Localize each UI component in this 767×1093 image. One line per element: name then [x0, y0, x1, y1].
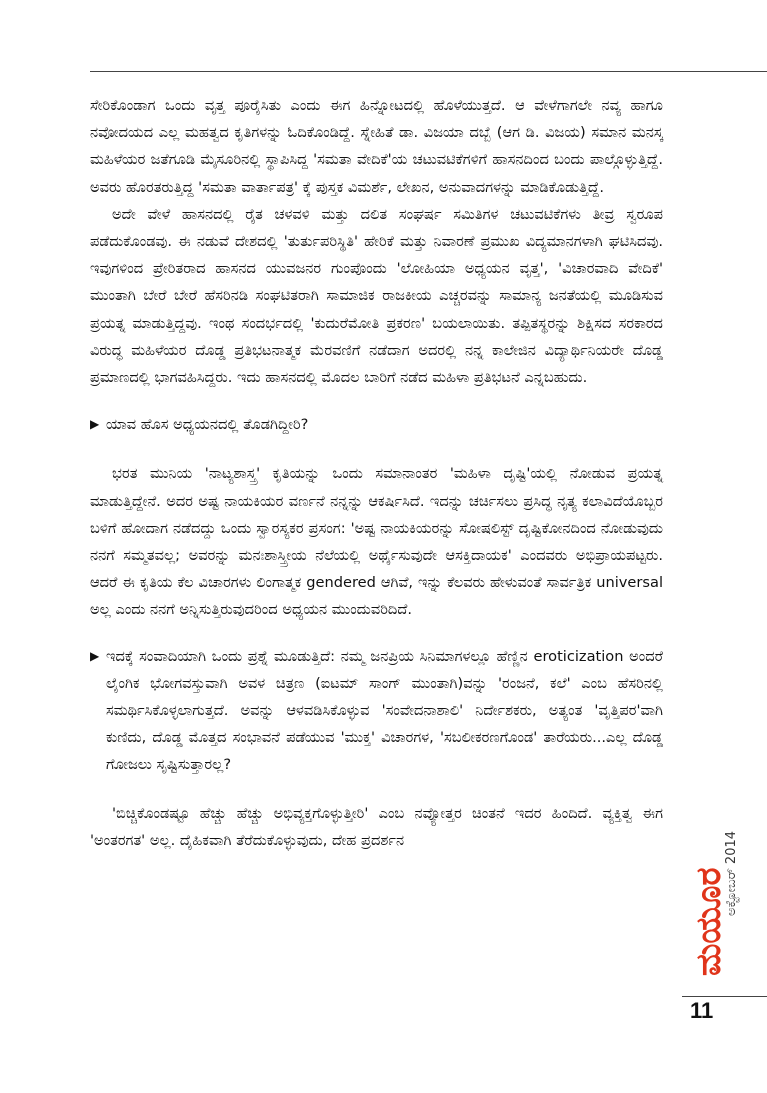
question-two-text: ಇದಕ್ಕೆ ಸಂವಾದಿಯಾಗಿ ಒಂದು ಪ್ರಶ್ನೆ ಮೂಡುತ್ತಿದೆ: ನಮ್ಮ ಜನಪ್ರಿಯ ಸಿನಿಮಾಗಳಲ್ಲೂ ಹೆಣ್ಣಿನ eroticization ಅಂದರೆ ಲೈಂಗಿಕ ಭೋಗವಸ್ತುವಾಗಿ ಅವಳ ಚಿತ್ರಣ (ಐಟಮ್ ಸಾಂಗ್ ಮುಂತಾಗಿ)ವನ್ನು 'ರಂಜನೆ, ಕಲೆ' ಎಂಬ ಹೆಸರಿನಲ್ಲಿ ಸಮರ್ಥಿಸಿಕೊಳ್ಳಲಾಗುತ್ತದೆ. ಅವನ್ನು ಆಳವಡಿಸಿಕೊಳ್ಳುವ 'ಸಂವೇದನಾಶಾಲಿ' ನಿರ್ದೇಶಕರು, ಅತ್ಯಂತ 'ವೃತ್ತಿಪರ'ವಾಗಿ ಕುಣಿದು, ದೊಡ್ಡ ಮೊತ್ತದ ಸಂಭಾವನೆ ಪಡೆಯುವ 'ಮುಕ್ತ' ವಿಚಾರಗಳ, 'ಸಬಲೀಕರಣಗೊಂಡ' ತಾರೆಯರು...ಎಲ್ಲ ದೊಡ್ಡ ಗೋಜಲು ಸೃಷ್ಟಿಸುತ್ತಾರಲ್ಲ? — [106, 647, 663, 774]
page-number: 11 — [690, 998, 714, 1023]
answer-two: 'ಬಿಚ್ಚಿಕೊಂಡಷ್ಟೂ ಹೆಚ್ಚು ಹೆಚ್ಚು ಅಭಿವ್ಯಕ್ತಗೊಳ್ಳುತ್ತೀರಿ' ಎಂಬ ನವ್ಯೋತ್ತರ ಚಿಂತನೆ ಇದರ ಹಿಂದಿದೆ. ವ್ಯಕ್ತಿತ್ವ ಈಗ 'ಅಂತರಗತ' ಅಲ್ಲ. ದೈಹಿಕವಾಗಿ ತೆರೆದುಕೊಳ್ಳುವುದು, ದೇಹ ಪ್ರದರ್ಶನ — [90, 804, 663, 849]
triangle-bullet-icon: ▶ — [90, 417, 100, 432]
magazine-masthead — [682, 780, 742, 980]
issue-date: ಅಕ್ಟೋಬರ್ 2014 — [724, 830, 739, 916]
magazine-logo: ಮಯೂರ — [689, 867, 729, 976]
question-one-text: ಯಾವ ಹೊಸ ಅಧ್ಯಯನದಲ್ಲಿ ತೊಡಗಿದ್ದೀರಿ? — [106, 416, 309, 434]
article-body — [90, 92, 663, 854]
paragraph-intro: ಸೇರಿಕೊಂಡಾಗ ಒಂದು ವೃತ್ತ ಪೂರೈಸಿತು ಎಂದು ಈಗ ಹಿನ್ನೋಟದಲ್ಲಿ ಹೊಳೆಯುತ್ತದೆ. ಆ ವೇಳೆಗಾಗಲೇ ನವ್ಯ ಹಾಗೂ ನವೋದಯದ ಎಲ್ಲ ಮಹತ್ವದ ಕೃತಿಗಳನ್ನು ಓದಿಕೊಂಡಿದ್ದೆ. ಸ್ನೇಹಿತೆ ಡಾ. ವಿಜಯಾ ದಬ್ಬೆ (ಆಗ ಡಿ. ವಿಜಯ) ಸಮಾನ ಮನಸ್ಕ ಮಹಿಳೆಯರ ಜತೆಗೂಡಿ ಮೈಸೂರಿನಲ್ಲಿ ಸ್ಥಾಪಿಸಿದ್ದ 'ಸಮತಾ ವೇದಿಕೆ'ಯ ಚಟುವಟಿಕೆಗಳಿಗೆ ಹಾಸನದಿಂದ ಬಂದು ಪಾಲ್ಗೊಳ್ಳುತ್ತಿದ್ದೆ. ಅವರು ಹೊರತರುತ್ತಿದ್ದ 'ಸಮತಾ ವಾರ್ತಾಪತ್ರ' ಕ್ಕೆ ಪುಸ್ತಕ ವಿಮರ್ಶೆ, ಲೇಖನ, ಅನುವಾದಗಳನ್ನು ಮಾಡಿಕೊಡುತ್ತಿದ್ದೆ. — [90, 97, 663, 196]
footer-rule — [682, 996, 767, 997]
header-rule — [90, 71, 767, 72]
triangle-bullet-icon: ▶ — [90, 648, 100, 663]
question-two — [90, 643, 663, 779]
question-one — [90, 411, 663, 438]
paragraph-hassan: ಅದೇ ವೇಳೆ ಹಾಸನದಲ್ಲಿ ರೈತ ಚಳವಳಿ ಮತ್ತು ದಲಿತ ಸಂಘರ್ಷ ಸಮಿತಿಗಳ ಚಟುವಟಿಕೆಗಳು ತೀವ್ರ ಸ್ವರೂಪ ಪಡೆದುಕೊಂಡವು. ಈ ನಡುವೆ ದೇಶದಲ್ಲಿ 'ತುರ್ತುಪರಿಸ್ಥಿತಿ' ಹೇರಿಕೆ ಮತ್ತು ನಿವಾರಣೆ ಪ್ರಮುಖ ವಿದ್ಯಮಾನಗಳಾಗಿ ಘಟಿಸಿದವು. ಇವುಗಳಿಂದ ಪ್ರೇರಿತರಾದ ಹಾಸನದ ಯುವಜನರ ಗುಂಪೊಂದು 'ಲೋಹಿಯಾ ಅಧ್ಯಯನ ವೃತ್ತ', 'ವಿಚಾರವಾದಿ ವೇದಿಕೆ' ಮುಂತಾಗಿ ಬೇರೆ ಬೇರೆ ಹೆಸರಿನಡಿ ಸಂಘಟಿತರಾಗಿ ಸಾಮಾಜಿಕ ರಾಜಕೀಯ ಎಚ್ಚರವನ್ನು ಸಾಮಾನ್ಯ ಜನತೆಯಲ್ಲಿ ಮೂಡಿಸುವ ಪ್ರಯತ್ನ ಮಾಡುತ್ತಿದ್ದವು. ಇಂಥ ಸಂದರ್ಭದಲ್ಲಿ 'ಕುದುರೆಮೋತಿ ಪ್ರಕರಣ' ಬಯಲಾಯಿತು. ತಪ್ಪಿತಸ್ಥರನ್ನು ಶಿಕ್ಷಿಸದ ಸರಕಾರದ ವಿರುದ್ಧ ಮಹಿಳೆಯರ ದೊಡ್ಡ ಪ್ರತಿಭಟನಾತ್ಮಕ ಮೆರವಣಿಗೆ ನಡೆದಾಗ ಅದರಲ್ಲಿ ನನ್ನ ಕಾಲೇಜಿನ ವಿದ್ಯಾರ್ಥಿನಿಯರೇ ದೊಡ್ಡ ಪ್ರಮಾಣದಲ್ಲಿ ಭಾಗವಹಿಸಿದ್ದರು. ಇದು ಹಾಸನದಲ್ಲಿ ಮೊದಲ ಬಾರಿಗೆ ನಡೆದ ಮಹಿಳಾ ಪ್ರತಿಭಟನೆ ಎನ್ನಬಹುದು. — [90, 205, 663, 387]
answer-one: ಭರತ ಮುನಿಯ 'ನಾಟ್ಯಶಾಸ್ತ್ರ' ಕೃತಿಯನ್ನು ಒಂದು ಸಮಾನಾಂತರ 'ಮಹಿಳಾ ದೃಷ್ಟಿ'ಯಲ್ಲಿ ನೋಡುವ ಪ್ರಯತ್ನ ಮಾಡುತ್ತಿದ್ದೇನೆ. ಅದರ ಅಷ್ಟ ನಾಯಕಿಯರ ವರ್ಣನೆ ನನ್ನನ್ನು ಆಕರ್ಷಿಸಿದೆ. ಇದನ್ನು ಚರ್ಚಿಸಲು ಪ್ರಸಿದ್ಧ ನೃತ್ಯ ಕಲಾವಿದೆಯೊಬ್ಬರ ಬಳಿಗೆ ಹೋದಾಗ ನಡೆದದ್ದು ಒಂದು ಸ್ವಾರಸ್ಯಕರ ಪ್ರಸಂಗ: 'ಅಷ್ಟ ನಾಯಕಿಯರನ್ನು ಸೋಷಲಿಸ್ಟ್ ದೃಷ್ಟಿಕೋನದಿಂದ ನೋಡುವುದು ನನಗೆ ಸಮ್ಮತವಲ್ಲ; ಅವರನ್ನು ಮನಃಶಾಸ್ತ್ರೀಯ ನೆಲೆಯಲ್ಲಿ ಅರ್ಥೈಸುವುದೇ ಆಸಕ್ತಿದಾಯಕ' ಎಂದವರು ಅಭಿಪ್ರಾಯಪಟ್ಟರು. ಆದರೆ ಈ ಕೃತಿಯ ಕೆಲ ವಿಚಾರಗಳು ಲಿಂಗಾತ್ಮಕ gendered ಆಗಿವೆ, ಇನ್ನು ಕೆಲವರು ಹೇಳುವಂತೆ ಸಾರ್ವತ್ರಿಕ universal ಅಲ್ಲ ಎಂದು ನನಗೆ ಅನ್ನಿಸುತ್ತಿರುವುದರಿಂದ ಅಧ್ಯಯನ ಮುಂದುವರಿದಿದೆ. — [90, 465, 663, 619]
